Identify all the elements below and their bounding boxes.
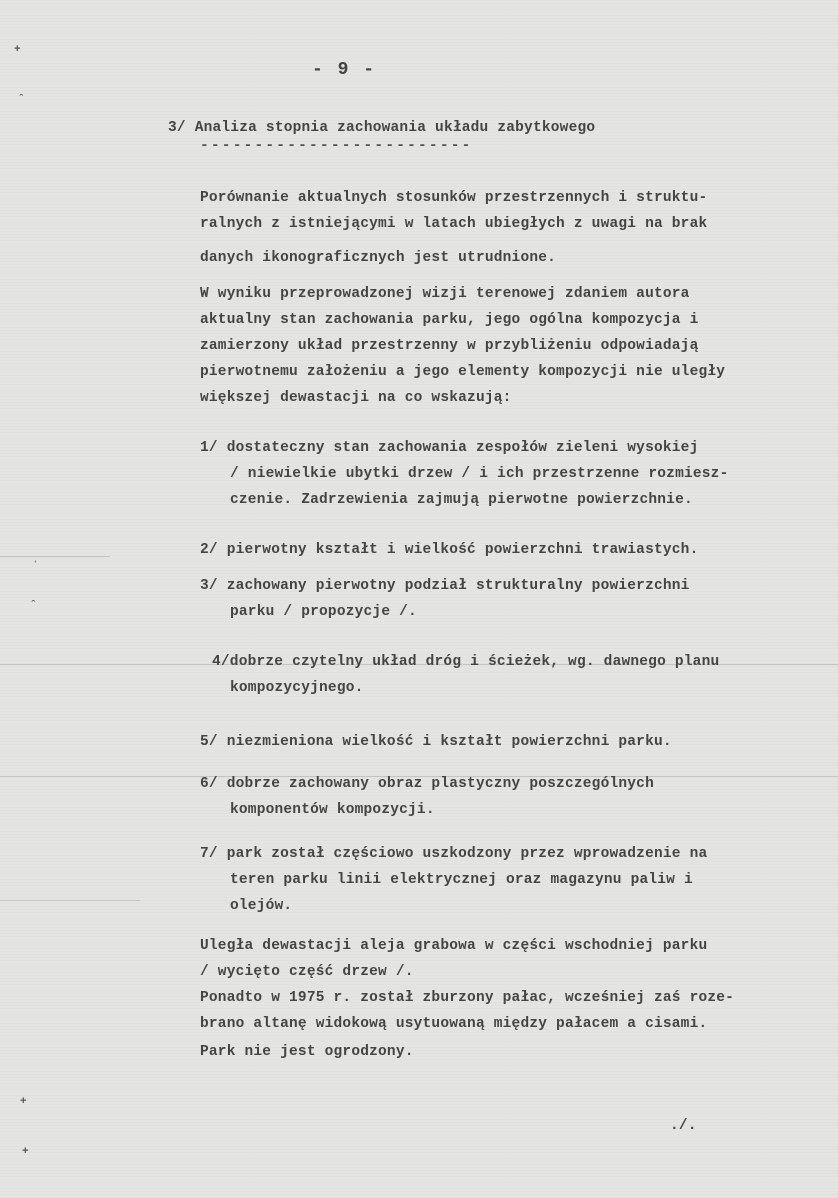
list-item-line: parku / propozycje /.: [230, 604, 417, 620]
continuation-mark: ./.: [670, 1118, 697, 1134]
scan-line: [0, 556, 110, 557]
result-line: W wyniku przeprowadzonej wizji terenowej zdaniem autora: [200, 286, 690, 302]
list-item-line: 6/ dobrze zachowany obraz plastyczny poszczególnych: [200, 776, 654, 792]
heading-underline: -------------------------: [200, 138, 473, 154]
result-line: pierwotnemu założeniu a jego elementy kompozycji nie uległy: [200, 364, 726, 380]
result-line: aktualny stan zachowania parku, jego ogólna kompozycja i: [200, 312, 699, 328]
list-item-line: komponentów kompozycji.: [230, 802, 435, 818]
margin-mark: +: [14, 44, 21, 56]
closing-line: / wycięto część drzew /.: [200, 964, 414, 980]
list-item-line: 3/ zachowany pierwotny podział strukturalny powierzchni: [200, 578, 690, 594]
scan-line: [0, 900, 140, 901]
list-item-line: / niewielkie ubytki drzew / i ich przestrzenne rozmiesz-: [230, 466, 729, 482]
margin-mark: +: [22, 1146, 29, 1158]
result-line: zamierzony układ przestrzenny w przybliżeniu odpowiadają: [200, 338, 699, 354]
list-item-line: kompozycyjnego.: [230, 680, 364, 696]
closing-line: brano altanę widokową usytuowaną między pałacem a cisami.: [200, 1016, 708, 1032]
list-item-line: 2/ pierwotny kształt i wielkość powierzchni trawiastych.: [200, 542, 699, 558]
closing-line: Ponadto w 1975 r. został zburzony pałac, wcześniej zaś rozе-: [200, 990, 735, 1006]
closing-line: Park nie jest ogrodzony.: [200, 1044, 414, 1060]
section-heading: 3/ Analiza stopnia zachowania układu zabytkowego: [168, 120, 596, 136]
margin-mark: ˆ: [30, 600, 37, 612]
intro-line: danych ikonograficznych jest utrudnione.: [200, 250, 557, 266]
margin-mark: +: [20, 1096, 27, 1108]
list-item-line: teren parku linii elektrycznej oraz magazynu paliw i: [230, 872, 693, 888]
list-item-line: 4/dobrze czytelny układ dróg i ścieżek, wg. dawnego planu: [212, 654, 720, 670]
list-item-line: 5/ niezmieniona wielkość i kształt powierzchni parku.: [200, 734, 672, 750]
intro-line: ralnych z istniejącymi w latach ubiegłych z uwagi na brak: [200, 216, 708, 232]
result-line: większej dewastacji na co wskazują:: [200, 390, 512, 406]
closing-line: Uległa dewastacji aleja grabowa w części wschodniej parku: [200, 938, 708, 954]
margin-mark: ˌ: [32, 552, 39, 564]
list-item-line: czenie. Zadrzewienia zajmują pierwotne powierzchnie.: [230, 492, 693, 508]
page-number: - 9 -: [312, 60, 377, 80]
list-item-line: olejów.: [230, 898, 293, 914]
list-item-line: 7/ park został częściowo uszkodzony przez wprowadzenie na: [200, 846, 708, 862]
margin-mark: ˆ: [18, 94, 25, 106]
list-item-line: 1/ dostateczny stan zachowania zespołów zieleni wysokiej: [200, 440, 699, 456]
intro-line: Porównanie aktualnych stosunków przestrzennych i struktu-: [200, 190, 708, 206]
